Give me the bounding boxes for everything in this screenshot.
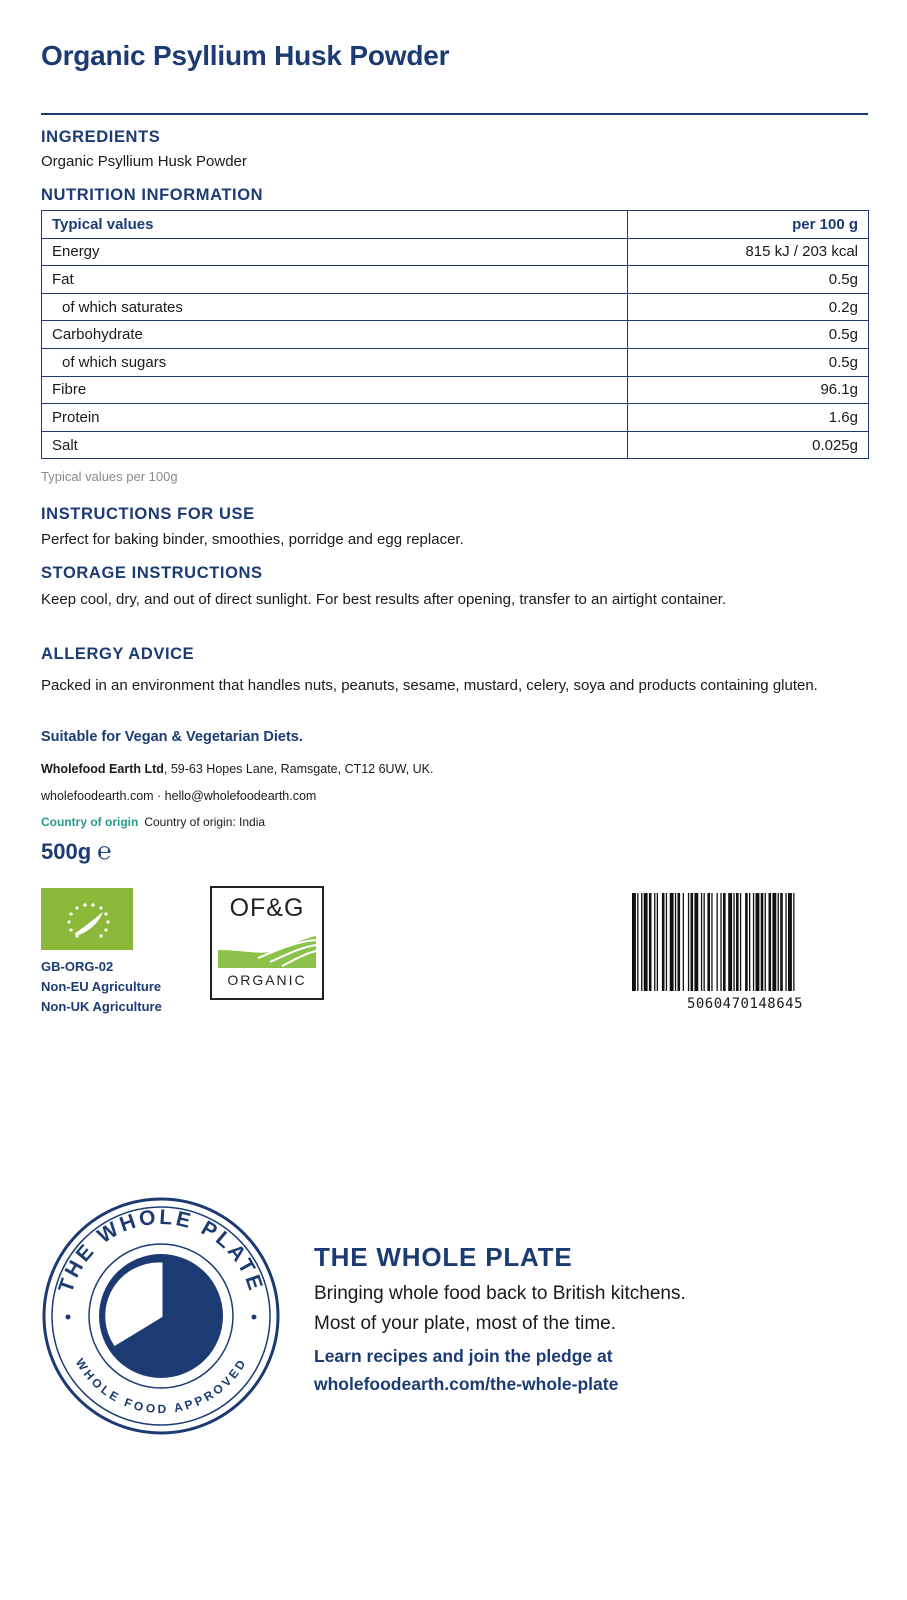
company-contact: wholefoodearth.com · hello@wholefoodearth.com (41, 789, 317, 803)
table-row (42, 404, 869, 432)
table-row (42, 321, 869, 349)
ofg-logo-text: OF&G (229, 894, 305, 922)
barcode-number: 5060470148645 (686, 996, 804, 1012)
whole-plate-cta: Learn recipes and join the pledge at (314, 1346, 613, 1366)
badge-top-text: THE WHOLE PLATE (54, 1205, 268, 1296)
table-row (42, 376, 869, 404)
nutrient-label: Protein (42, 404, 628, 432)
nutrient-label: Fat (42, 266, 628, 294)
nutrient-value: 96.1g (628, 376, 869, 404)
origin-value: Country of origin: India (144, 815, 266, 829)
nutrient-value: 815 kJ / 203 kcal (628, 238, 869, 266)
nutrient-value: 0.025g (628, 431, 869, 459)
nutrition-col-value: per 100 g (628, 211, 869, 239)
whole-plate-tagline: Bringing whole food back to British kitchens. (314, 1283, 686, 1304)
allergy-heading: ALLERGY ADVICE (41, 645, 195, 663)
nutrient-value: 0.5g (628, 266, 869, 294)
ingredients-heading: INGREDIENTS (41, 128, 161, 146)
diet-suitability: Suitable for Vegan & Vegetarian Diets. (41, 729, 303, 745)
product-title: Organic Psyllium Husk Powder (41, 40, 450, 71)
cert-agriculture: Non-UK Agriculture (41, 999, 162, 1014)
ofg-organic-logo (210, 886, 324, 1000)
cert-agriculture: Non-EU Agriculture (41, 979, 162, 994)
barcode-icon (632, 893, 858, 991)
origin-label: Country of origin (41, 815, 139, 829)
whole-plate-tagline: Most of your plate, most of the time. (314, 1313, 617, 1334)
nutrient-label: of which saturates (42, 293, 628, 321)
ofg-organic-text: ORGANIC (227, 972, 307, 988)
nutrient-value: 1.6g (628, 404, 869, 432)
nutrient-label: of which sugars (42, 348, 628, 376)
nutrition-table (41, 210, 869, 459)
nutrition-header-row (42, 211, 869, 239)
table-row (42, 348, 869, 376)
company-street: , 59-63 Hopes Lane, Ramsgate, CT12 6UW, UK. (163, 762, 434, 776)
table-row (42, 431, 869, 459)
nutrient-label: Fibre (42, 376, 628, 404)
nutrient-value: 0.5g (628, 348, 869, 376)
country-of-origin (41, 815, 265, 829)
table-row (42, 238, 869, 266)
cert-code: GB-ORG-02 (41, 959, 114, 974)
table-row (42, 266, 869, 294)
nutrient-value: 0.5g (628, 321, 869, 349)
nutrition-heading: NUTRITION INFORMATION (41, 186, 264, 204)
table-row (42, 293, 869, 321)
field-icon (218, 928, 316, 968)
allergy-text: Packed in an environment that handles nuts, peanuts, sesame, mustard, celery, soya and products containing gluten. (41, 677, 818, 694)
ingredients-text: Organic Psyllium Husk Powder (41, 153, 247, 170)
nutrient-label: Energy (42, 238, 628, 266)
eu-organic-leaf-icon (41, 888, 133, 950)
instructions-heading: INSTRUCTIONS FOR USE (41, 505, 255, 523)
nutrition-note: Typical values per 100g (41, 469, 178, 484)
nutrient-label: Carbohydrate (42, 321, 628, 349)
nutrition-col-label: Typical values (42, 211, 628, 239)
company-address (41, 762, 433, 776)
estimated-sign-icon: ℮ (97, 838, 112, 865)
instructions-text: Perfect for baking binder, smoothies, porridge and egg replacer. (41, 531, 464, 548)
storage-text: Keep cool, dry, and out of direct sunlight. For best results after opening, transfer to an airtight container. (41, 591, 727, 608)
nutrient-label: Salt (42, 431, 628, 459)
company-name: Wholefood Earth Ltd (41, 762, 164, 776)
organic-certification-codes (41, 957, 162, 1017)
net-weight (41, 838, 112, 866)
whole-plate-url: wholefoodearth.com/the-whole-plate (314, 1374, 619, 1394)
weight-value: 500g (41, 839, 92, 864)
title-divider (41, 113, 868, 115)
whole-plate-badge-icon (41, 1196, 281, 1436)
whole-plate-title: THE WHOLE PLATE (314, 1242, 573, 1272)
storage-heading: STORAGE INSTRUCTIONS (41, 564, 263, 582)
badge-bottom-text: WHOLE FOOD APPROVED (72, 1355, 250, 1416)
nutrient-value: 0.2g (628, 293, 869, 321)
